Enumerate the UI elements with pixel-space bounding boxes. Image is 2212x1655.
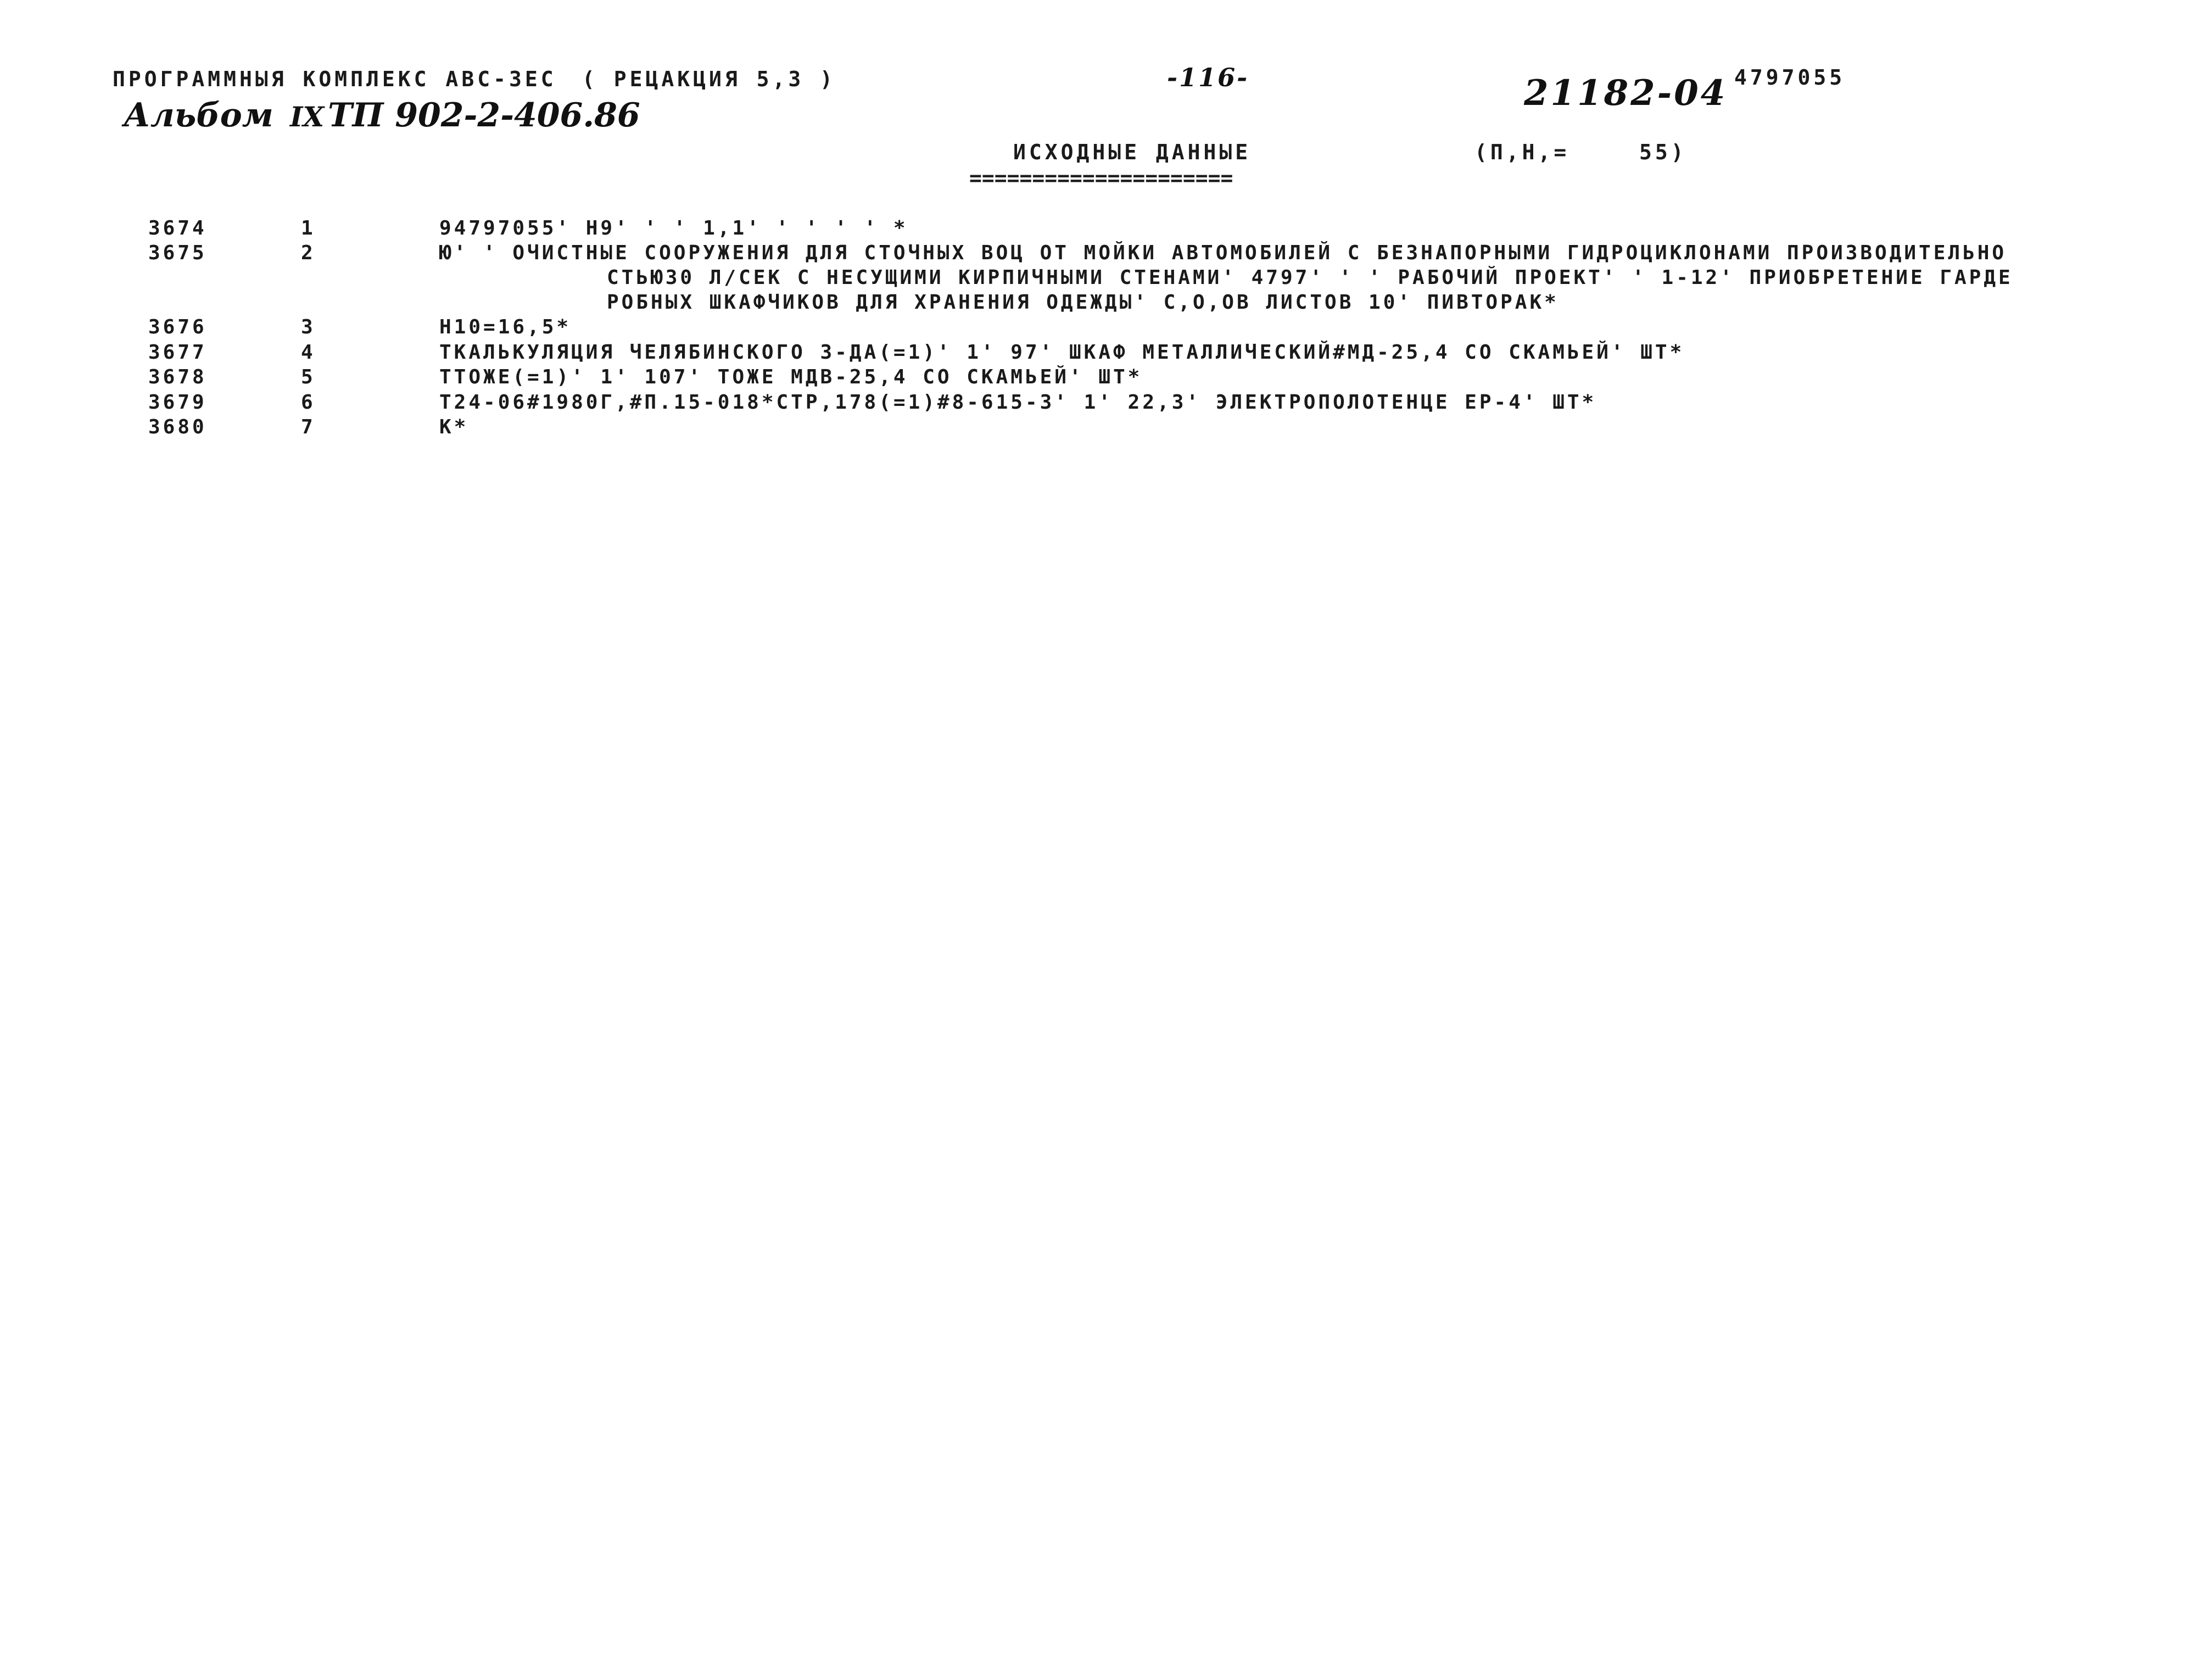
- row-seq: 2: [301, 242, 316, 264]
- row-code: 3674: [148, 217, 207, 239]
- data-row: [0, 243, 2212, 315]
- pn-label: (П,Н,=: [1474, 140, 1570, 164]
- row-code: 3679: [148, 391, 207, 414]
- album-project: ТП 902-2-406.86: [328, 96, 640, 135]
- data-row: [0, 417, 2212, 443]
- row-text: ТКАЛЬКУЛЯЦИЯ ЧЕЛЯБИНСКОГО З-ДА(=1)' 1' 97' ШКАФ МЕТАЛЛИЧЕСКИЙ#МД-25,4 СО СКАМЬЕЙ' ШТ*: [439, 341, 1685, 364]
- title-underline: =====================: [969, 166, 1233, 190]
- row-code: 3680: [148, 416, 207, 438]
- edition-label: ( РЕЦАКЦИЯ 5,3 ): [582, 67, 836, 91]
- data-row: [0, 317, 2212, 343]
- page-number: -116-: [1167, 63, 1249, 92]
- inventory-number: 21182-04: [1524, 73, 1728, 114]
- program-title: ПРОГРАММНЫЯ КОМПЛЕКС АВС-ЗЕС: [113, 67, 557, 91]
- section-title: ИСХОДНЫЕ ДАННЫЕ: [1013, 140, 1252, 164]
- row-text: Ю' ' ОЧИСТНЫЕ СООРУЖЕНИЯ ДЛЯ СТОЧНЫХ ВОЦ ОТ МОЙКИ АВТОМОБИЛЕЙ С БЕЗНАПОРНЫМИ ГИДРОЦИКЛОНАМИ ПРОИЗВОДИТЕЛЬНО: [439, 242, 2007, 264]
- row-seq: 1: [301, 217, 316, 239]
- row-code: 3677: [148, 341, 207, 364]
- row-seq: 5: [301, 366, 316, 388]
- pn-value: 55): [1639, 140, 1687, 164]
- album-label: Альбом: [124, 96, 273, 135]
- row-seq: 4: [301, 341, 316, 364]
- row-text: 94797055' Н9' ' ' 1,1' ' ' ' ' *: [439, 217, 908, 239]
- album-number: IX: [290, 101, 325, 133]
- row-seq: 7: [301, 416, 316, 438]
- row-seq: 3: [301, 316, 316, 338]
- row-seq: 6: [301, 391, 316, 414]
- row-text: К*: [439, 416, 469, 438]
- data-row: [0, 219, 2212, 244]
- data-row: [0, 393, 2212, 418]
- row-code: 3678: [148, 366, 207, 388]
- document-number: 4797055: [1734, 65, 1846, 90]
- row-text-continuation: СТЬЮ30 Л/СЕК С НЕСУЩИМИ КИРПИЧНЫМИ СТЕНАМИ' 4797' ' ' РАБОЧИЙ ПРОЕКТ' ' 1-12' ПРИОБРЕТЕНИЕ ГАРДЕ: [607, 266, 2013, 289]
- row-text: ТТОЖЕ(=1)' 1' 107' ТОЖЕ МДВ-25,4 СО СКАМЬЕЙ' ШТ*: [439, 366, 1143, 388]
- row-code: 3675: [148, 242, 207, 264]
- row-text: Н10=16,5*: [439, 316, 572, 338]
- row-text-continuation: РОБНЫХ ШКАФЧИКОВ ДЛЯ ХРАНЕНИЯ ОДЕЖДЫ' С,О,ОВ ЛИСТОВ 10' ПИВТОРАК*: [607, 291, 1559, 314]
- data-row: [0, 343, 2212, 368]
- row-code: 3676: [148, 316, 207, 338]
- data-row: [0, 367, 2212, 393]
- row-text: Т24-06#1980Г,#П.15-018*СТР,178(=1)#8-615-3' 1' 22,3' ЭЛЕКТРОПОЛОТЕНЦЕ ЕР-4' ШТ*: [439, 391, 1597, 414]
